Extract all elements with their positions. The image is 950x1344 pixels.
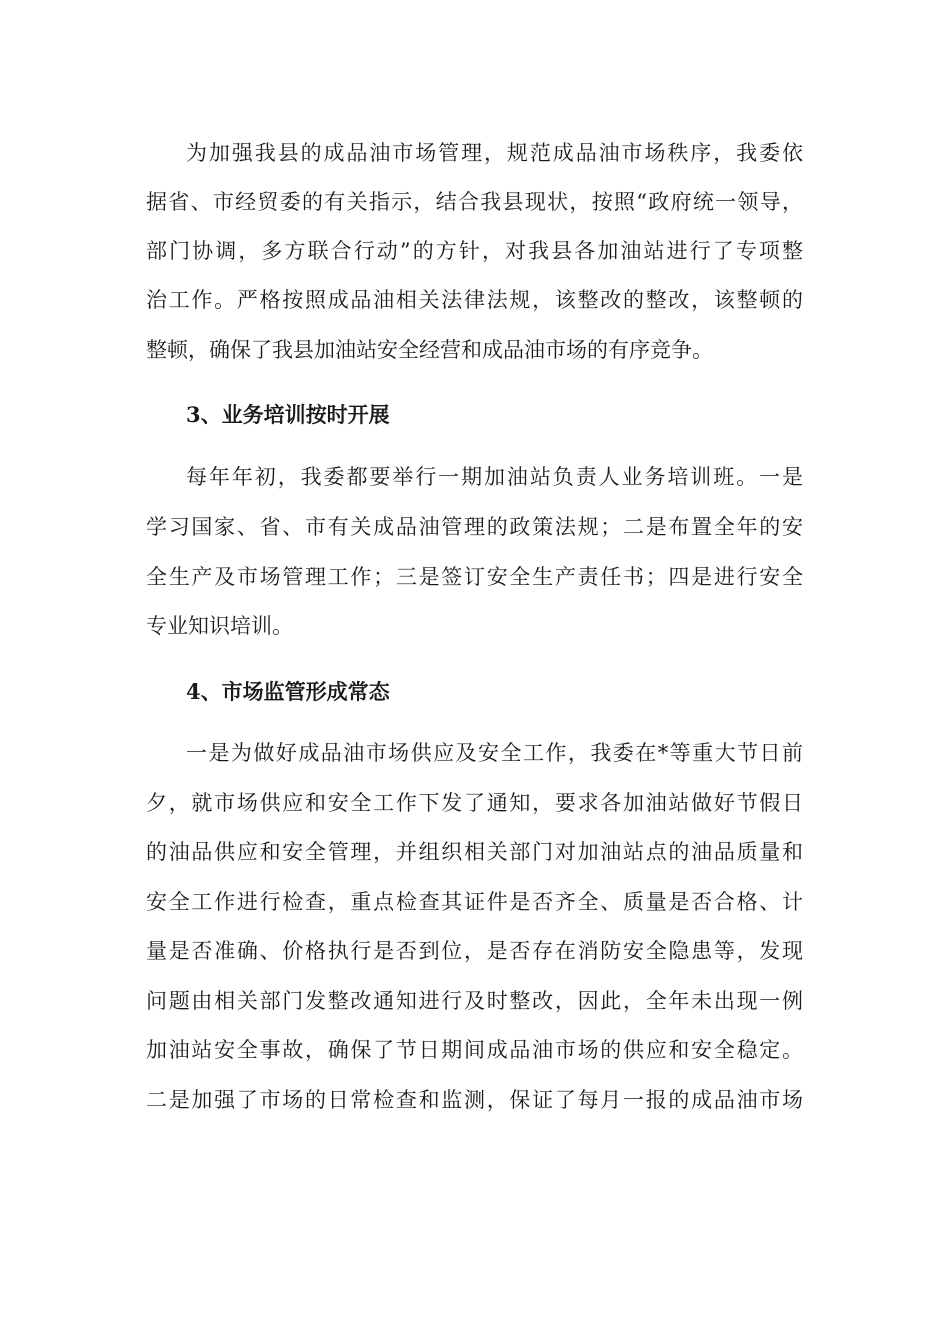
paragraph-2-line-2: 学习国家、省、市有关成品油管理的政策法规；二是布置全年的安 (146, 515, 803, 539)
paragraph-3-line-4: 安全工作进行检查，重点检查其证件是否齐全、质量是否合格、计 (146, 890, 803, 914)
paragraph-3-line-3: 的油品供应和安全管理，并组织相关部门对加油站点的油品质量和 (146, 840, 803, 864)
paragraph-2-line-3: 全生产及市场管理工作；三是签订安全生产责任书；四是进行安全 (146, 565, 803, 589)
paragraph-1-line-5: 整顿，确保了我县加油站安全经营和成品油市场的有序竞争。 (146, 338, 713, 362)
paragraph-3-line-1: 一是为做好成品油市场供应及安全工作，我委在*等重大节日前 (186, 741, 803, 765)
paragraph-1-line-4: 治工作。严格按照成品油相关法律法规，该整改的整改，该整顿的 (146, 288, 803, 312)
paragraph-3-line-5: 量是否准确、价格执行是否到位，是否存在消防安全隐患等，发现 (146, 939, 803, 963)
paragraph-3-line-6: 问题由相关部门发整改通知进行及时整改，因此，全年未出现一例 (146, 989, 803, 1013)
section-heading-4: 4、市场监管形成常态 (186, 679, 390, 704)
paragraph-3-line-8: 二是加强了市场的日常检查和监测，保证了每月一报的成品油市场 (146, 1088, 803, 1112)
paragraph-2-line-1: 每年年初，我委都要举行一期加油站负责人业务培训班。一是 (186, 465, 803, 489)
paragraph-1-line-1: 为加强我县的成品油市场管理，规范成品油市场秩序，我委依 (186, 141, 803, 165)
paragraph-3-line-7: 加油站安全事故，确保了节日期间成品油市场的供应和安全稳定。 (146, 1038, 803, 1062)
paragraph-2-line-4: 专业知识培训。 (146, 614, 293, 638)
paragraph-3-line-2: 夕，就市场供应和安全工作下发了通知，要求各加油站做好节假日 (146, 791, 803, 815)
section-heading-3: 3、业务培训按时开展 (186, 402, 390, 427)
paragraph-1-line-3: 部门协调，多方联合行动”的方针，对我县各加油站进行了专项整 (146, 239, 803, 263)
paragraph-1-line-2: 据省、市经贸委的有关指示，结合我县现状，按照“政府统一领导， (146, 190, 803, 214)
